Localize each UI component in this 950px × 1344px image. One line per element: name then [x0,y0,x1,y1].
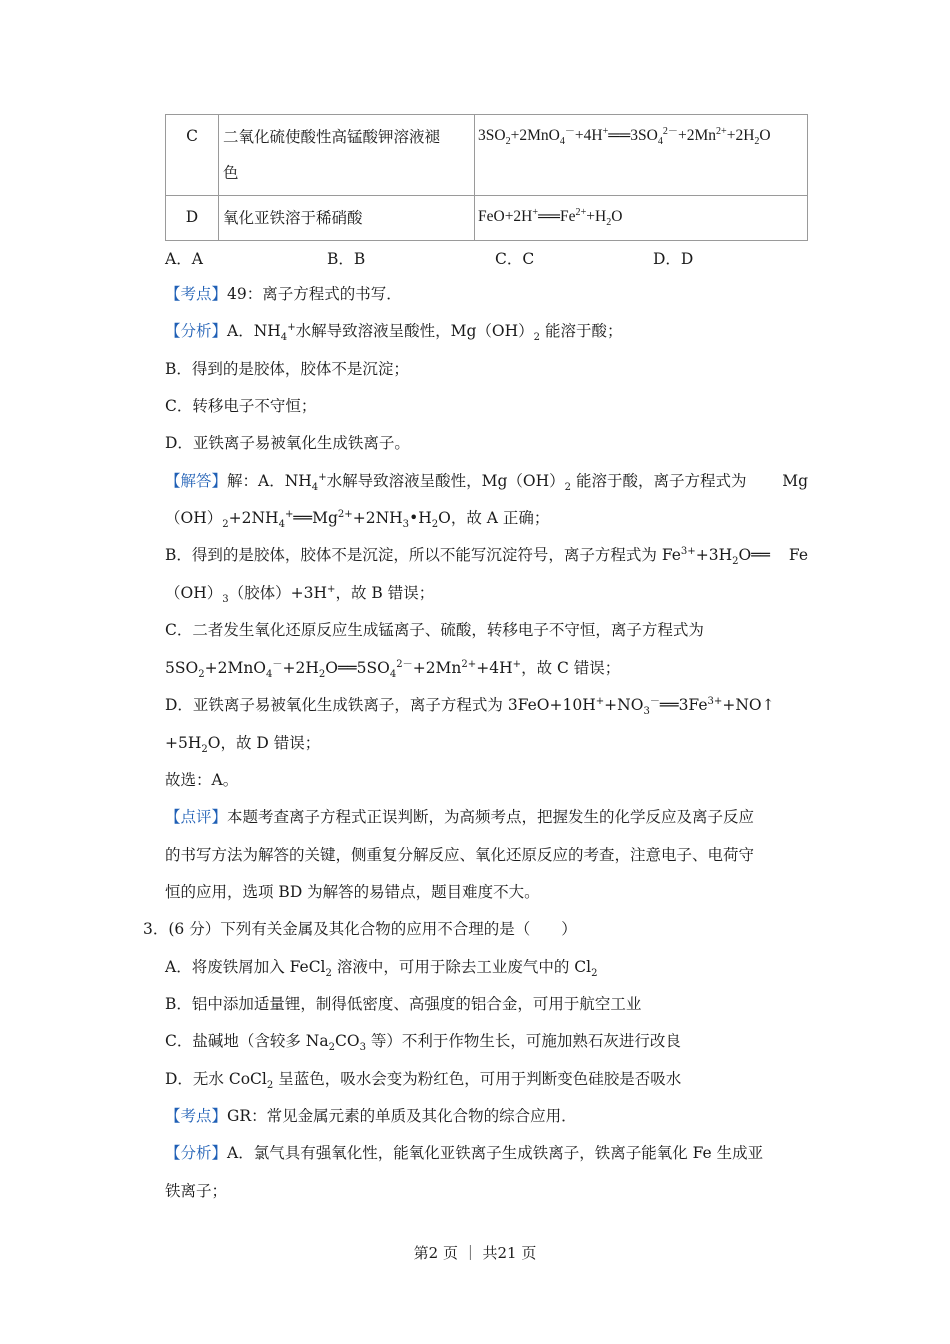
comment-line: 恒的应用，选项 BD 为解答的易错点，题目难度不大。 [165,883,540,901]
page-footer: 第2 页 ｜ 共21 页 [413,1244,537,1262]
answer-line: 故选：A。 [165,771,239,789]
question-option: A．将废铁屑加入 FeCl$_2$ 溶液中，可用于除去工业废气中的 $Cl_2$ [165,958,598,980]
choice-a: A．A [165,250,203,268]
analysis-line: 铁离子； [165,1182,228,1200]
analysis-line: D．亚铁离子易被氧化生成铁离子。 [165,434,410,452]
table-row [166,196,808,241]
fenxi-line: 【分析】A．氯气具有强氧化性，能氧化亚铁离子生成铁离子，铁离子能氧化 Fe 生成亚 [165,1144,764,1162]
table-row [166,115,808,196]
choice-d: D．D [653,250,694,268]
solution-line: B．得到的是胶体，胶体不是沉淀，所以不能写沉淀符号，离子方程式为 $Fe^{3+}+3H_2O══$ Fe [165,545,808,568]
choice-b: B．B [327,250,366,268]
comment-line: 的书写方法为解答的关键，侧重复分解反应、氧化还原反应的考查，注意电子、电荷守 [165,846,755,864]
question-option: C．盐碱地（含较多 $Na_2CO_3$ 等）不利于作物生长，可施加熟石灰进行改良 [165,1032,681,1054]
row-description: 氧化亚铁溶于稀硝酸 [219,196,475,241]
question-stem: 3．(6 分）下列有关金属及其化合物的应用不合理的是（ ） [143,920,577,938]
analysis-line: C．转移电子不守恒； [165,397,317,415]
jieda-line: 【解答】解：A．$NH_4^+$水解导致溶液呈酸性，$Mg(OH)_2$ 能溶于酸，离子方程式为 Mg [165,471,808,494]
analysis-line: B．得到的是胶体，胶体不是沉淀； [165,360,409,378]
solution-line: $5SO_2+2MnO_4^-+2H_2O══5SO_4^{2-}+2Mn^{2+}+4H^+$，故 C 错误； [165,658,621,681]
fenxi-line: 【分析】A．$NH_4^+$水解导致溶液呈酸性，$Mg(OH)_2$ 能溶于酸； [165,321,623,344]
question-option: D．无水 CoCl$_2$ 呈蓝色，吸水会变为粉红色，可用于判断变色硅胶是否吸水 [165,1070,682,1092]
kaodian-line: 【考点】GR：常见金属元素的单质及其化合物的综合应用． [165,1107,577,1125]
solution-line: $(OH)_3$（胶体）+3H+，故 B 错误； [165,583,435,606]
row-key: C [166,115,219,196]
solution-line: $(OH)_2+2NH_4^+══Mg^{2+}+2NH_3•H_2O$，故 A 正确； [165,508,550,531]
dianping-line: 【点评】本题考查离子方程式正误判断，为高频考点，把握发生的化学反应及离子反应 [165,808,755,826]
kaodian-line: 【考点】49：离子方程式的书写． [165,285,402,303]
solution-line: $+5H_2O$，故 D 错误； [165,734,321,756]
options-table [165,114,808,241]
solution-line: D．亚铁离子易被氧化生成铁离子，离子方程式为 $3FeO+10H^++NO_3^-══3Fe^{3+}+NO↑$ [165,695,775,718]
row-equation: $FeO+2H^+══Fe^{2+}+H_2O$ [475,196,808,241]
row-equation: $3SO_2+2MnO_4^-+4H^+══3SO_4^{2-}+2Mn^{2+}+2H_2O$ [475,115,808,196]
solution-line: C．二者发生氧化还原反应生成锰离子、硫酸，转移电子不守恒，离子方程式为 [165,621,704,639]
row-description: 二氧化硫使酸性高锰酸钾溶液褪 色 [219,115,475,196]
question-option: B．铝中添加适量锂，制得低密度、高强度的铝合金，可用于航空工业 [165,995,642,1013]
row-key: D [166,196,219,241]
choice-c: C．C [495,250,535,268]
